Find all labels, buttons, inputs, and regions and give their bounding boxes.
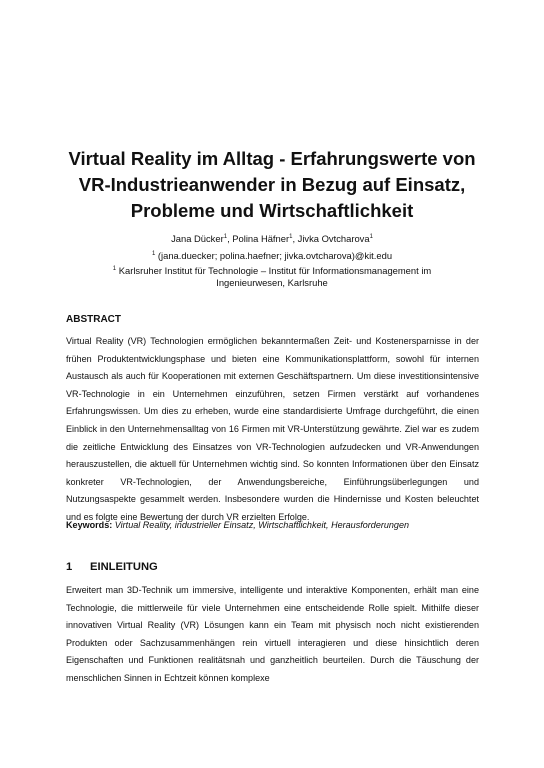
author-mark: 1 [369,233,373,240]
author-name: Jivka Ovtcharova [297,233,370,244]
introduction-text: Erweitert man 3D-Technik um immersive, intelligente und interaktive Komponenten, erhält man eine Technologie, die mittlerweile für viele Unternehmen eine entscheidende Rolle spielt. Mithilfe dieser innovativen Virtual Reality (VR) Lösungen kann ein Team mit physisch noch nicht existierenden Produkten oder Sachzusammenhängen rein virtuell interagieren und diese hinsichtlich deren Eigenschaften und Funktionen realitätsnah und ganzheitlich beurteilen. Durch die Täuschung der menschlichen Sinnen in Echtzeit können komplexe [66,585,479,683]
keywords-label: Keywords: [66,520,113,530]
title-line: VR-Industrieanwender in Bezug auf Einsatz, [78,174,466,195]
keywords-line [66,518,479,532]
affiliation-line: Ingenieurwesen, Karlsruhe [216,277,328,288]
author-emails [40,249,504,263]
section-title: EINLEITUNG [90,561,158,573]
section-heading [66,560,158,574]
affiliation-mark: 1 [112,265,117,272]
title-line: Probleme und Wirtschaftlichkeit [130,200,414,221]
email-list: (jana.duecker; polina.haefner; jivka.ovtcharova)@kit.edu [157,250,393,261]
abstract-text: Virtual Reality (VR) Technologien ermöglichen bekanntermaßen Zeit- und Kostenersparnisse in der frühen Produktentwicklungsphase und bieten eine Kommunikationsplattform, sowohl für internen Austausch als auch für Kooperationen mit externen Geschäftspartnern. Um diese investitionsintensive VR-Technologie in ein Unternehmen einzuführen, setzen Firmen verstärkt auf vorhandenes Erfahrungswissen. Um dies zu erheben, wurde eine standardisierte Umfrage durchgeführt, die einen Einblick in den Unternehmensalltag von 16 Firmen mit VR-Unterstützung gewährte. Ziel war es zudem die zeitliche Entwicklung des Einsatzes von VR-Technologien aufzudecken und VR-Anwendungen herauszustellen, die aktuell für Unternehmen wichtig sind. So konnten Informationen über den Einsatz konkreter VR-Technologien, der Anwendungsbereiche, Einführungsüberlegungen und Nutzungsaspekte gesammelt werden. Insbesondere wurden die Hindernisse und Kosten beleuchtet und es folgte eine Bewertung der durch VR erzielten Erfolge. [66,336,479,522]
author-list [40,232,504,246]
email-mark: 1 [151,250,156,257]
paper-title [40,146,504,224]
author-separator: , [227,233,233,244]
section-number: 1 [66,561,73,573]
keywords-text: Virtual Reality, industrieller Einsatz, Wirtschaftlichkeit, Herausforderungen [114,520,410,530]
author-name: Jana Dücker [171,233,224,244]
author-separator: , [292,233,298,244]
author-name: Polina Häfner [232,233,290,244]
title-line: Virtual Reality im Alltag - Erfahrungswerte von [68,148,476,169]
abstract-heading: ABSTRACT [66,314,121,325]
affiliation [90,265,454,289]
affiliation-line: Karlsruher Institut für Technologie – Institut für Informationsmanagement im [118,265,432,276]
author-mark: 1 [223,233,228,240]
author-mark: 1 [289,233,293,240]
